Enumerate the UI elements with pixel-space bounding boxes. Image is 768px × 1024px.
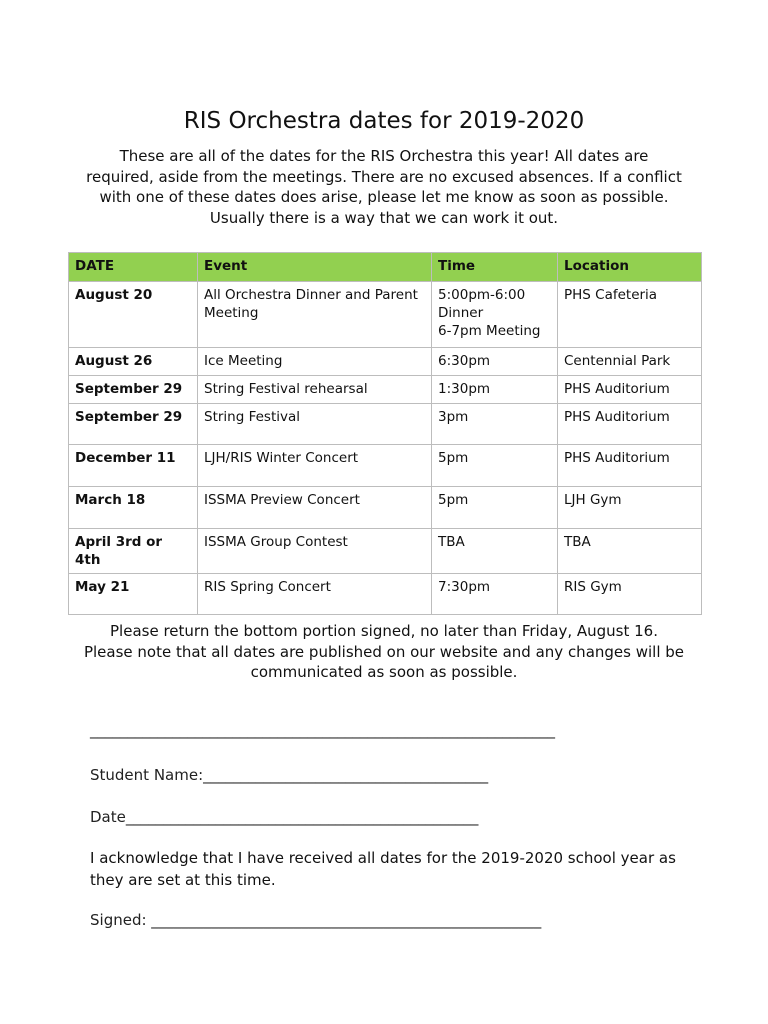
table-header-row xyxy=(69,253,702,282)
schedule-table xyxy=(68,252,702,615)
table-row xyxy=(69,376,702,404)
page-title: RIS Orchestra dates for 2019-2020 xyxy=(183,108,585,135)
date-cell: September 29 xyxy=(69,376,198,404)
date-cell: May 21 xyxy=(69,574,198,615)
event-cell: String Festival rehearsal xyxy=(198,376,432,404)
date-cell: March 18 xyxy=(69,487,198,529)
location-cell: PHS Cafeteria xyxy=(558,282,702,348)
acknowledgement-text xyxy=(90,848,690,891)
time-cell xyxy=(432,282,558,348)
intro-paragraph xyxy=(80,146,688,228)
cut-line: ______________________________________________________________ xyxy=(90,721,555,739)
table-row xyxy=(69,529,702,574)
time-line: Dinner xyxy=(438,305,484,321)
event-cell: LJH/RIS Winter Concert xyxy=(198,445,432,487)
location-cell: RIS Gym xyxy=(558,574,702,615)
location-cell: PHS Auditorium xyxy=(558,404,702,445)
event-cell: ISSMA Preview Concert xyxy=(198,487,432,529)
acknowledgement-line: I acknowledge that I have received all dates for the 2019-2020 school year as xyxy=(90,849,676,867)
instruction-line: communicated as soon as possible. xyxy=(250,663,518,681)
event-line: Meeting xyxy=(204,305,259,321)
time-line: 6-7pm Meeting xyxy=(438,323,541,339)
signature-field[interactable]: Signed: ____________________________________________________ xyxy=(90,911,542,929)
table-row xyxy=(69,348,702,376)
location-cell: LJH Gym xyxy=(558,487,702,529)
intro-line: Usually there is a way that we can work it out. xyxy=(209,208,559,227)
column-header-time: Time xyxy=(432,253,558,282)
column-header-location: Location xyxy=(558,253,702,282)
event-cell: Ice Meeting xyxy=(198,348,432,376)
column-header-date: DATE xyxy=(69,253,198,282)
student-name-field[interactable]: Student Name:______________________________________ xyxy=(90,766,489,784)
table-row xyxy=(69,404,702,445)
date-cell: December 11 xyxy=(69,445,198,487)
time-cell: 7:30pm xyxy=(432,574,558,615)
location-cell: Centennial Park xyxy=(558,348,702,376)
date-cell: April 3rd or 4th xyxy=(69,529,198,574)
intro-line: required, aside from the meetings. There are no excused absences. If a conflict xyxy=(86,167,682,186)
event-cell: ISSMA Group Contest xyxy=(198,529,432,574)
time-cell: 1:30pm xyxy=(432,376,558,404)
event-cell xyxy=(198,282,432,348)
table-row xyxy=(69,445,702,487)
time-line: 5:00pm-6:00 xyxy=(438,287,526,303)
time-cell: TBA xyxy=(432,529,558,574)
date-cell: September 29 xyxy=(69,404,198,445)
instruction-line: Please note that all dates are published on our website and any changes will be xyxy=(83,642,685,661)
time-cell: 5pm xyxy=(432,445,558,487)
location-cell: PHS Auditorium xyxy=(558,445,702,487)
table-row xyxy=(69,282,702,348)
event-cell: RIS Spring Concert xyxy=(198,574,432,615)
column-header-event: Event xyxy=(198,253,432,282)
table-row xyxy=(69,574,702,615)
date-cell: August 20 xyxy=(69,282,198,348)
time-cell: 5pm xyxy=(432,487,558,529)
date-cell: August 26 xyxy=(69,348,198,376)
event-cell: String Festival xyxy=(198,404,432,445)
location-cell: TBA xyxy=(558,529,702,574)
table-row xyxy=(69,487,702,529)
date-field[interactable]: Date_______________________________________________ xyxy=(90,808,479,826)
intro-line: These are all of the dates for the RIS Orchestra this year! All dates are xyxy=(119,147,649,165)
time-cell: 3pm xyxy=(432,404,558,445)
intro-line: with one of these dates does arise, please let me know as soon as possible. xyxy=(99,188,669,206)
event-line: All Orchestra Dinner and Parent xyxy=(204,287,418,303)
location-cell: PHS Auditorium xyxy=(558,376,702,404)
time-cell: 6:30pm xyxy=(432,348,558,376)
return-instructions xyxy=(80,621,688,683)
instruction-line: Please return the bottom portion signed, no later than Friday, August 16. xyxy=(110,622,658,640)
acknowledgement-line: they are set at this time. xyxy=(90,870,276,889)
